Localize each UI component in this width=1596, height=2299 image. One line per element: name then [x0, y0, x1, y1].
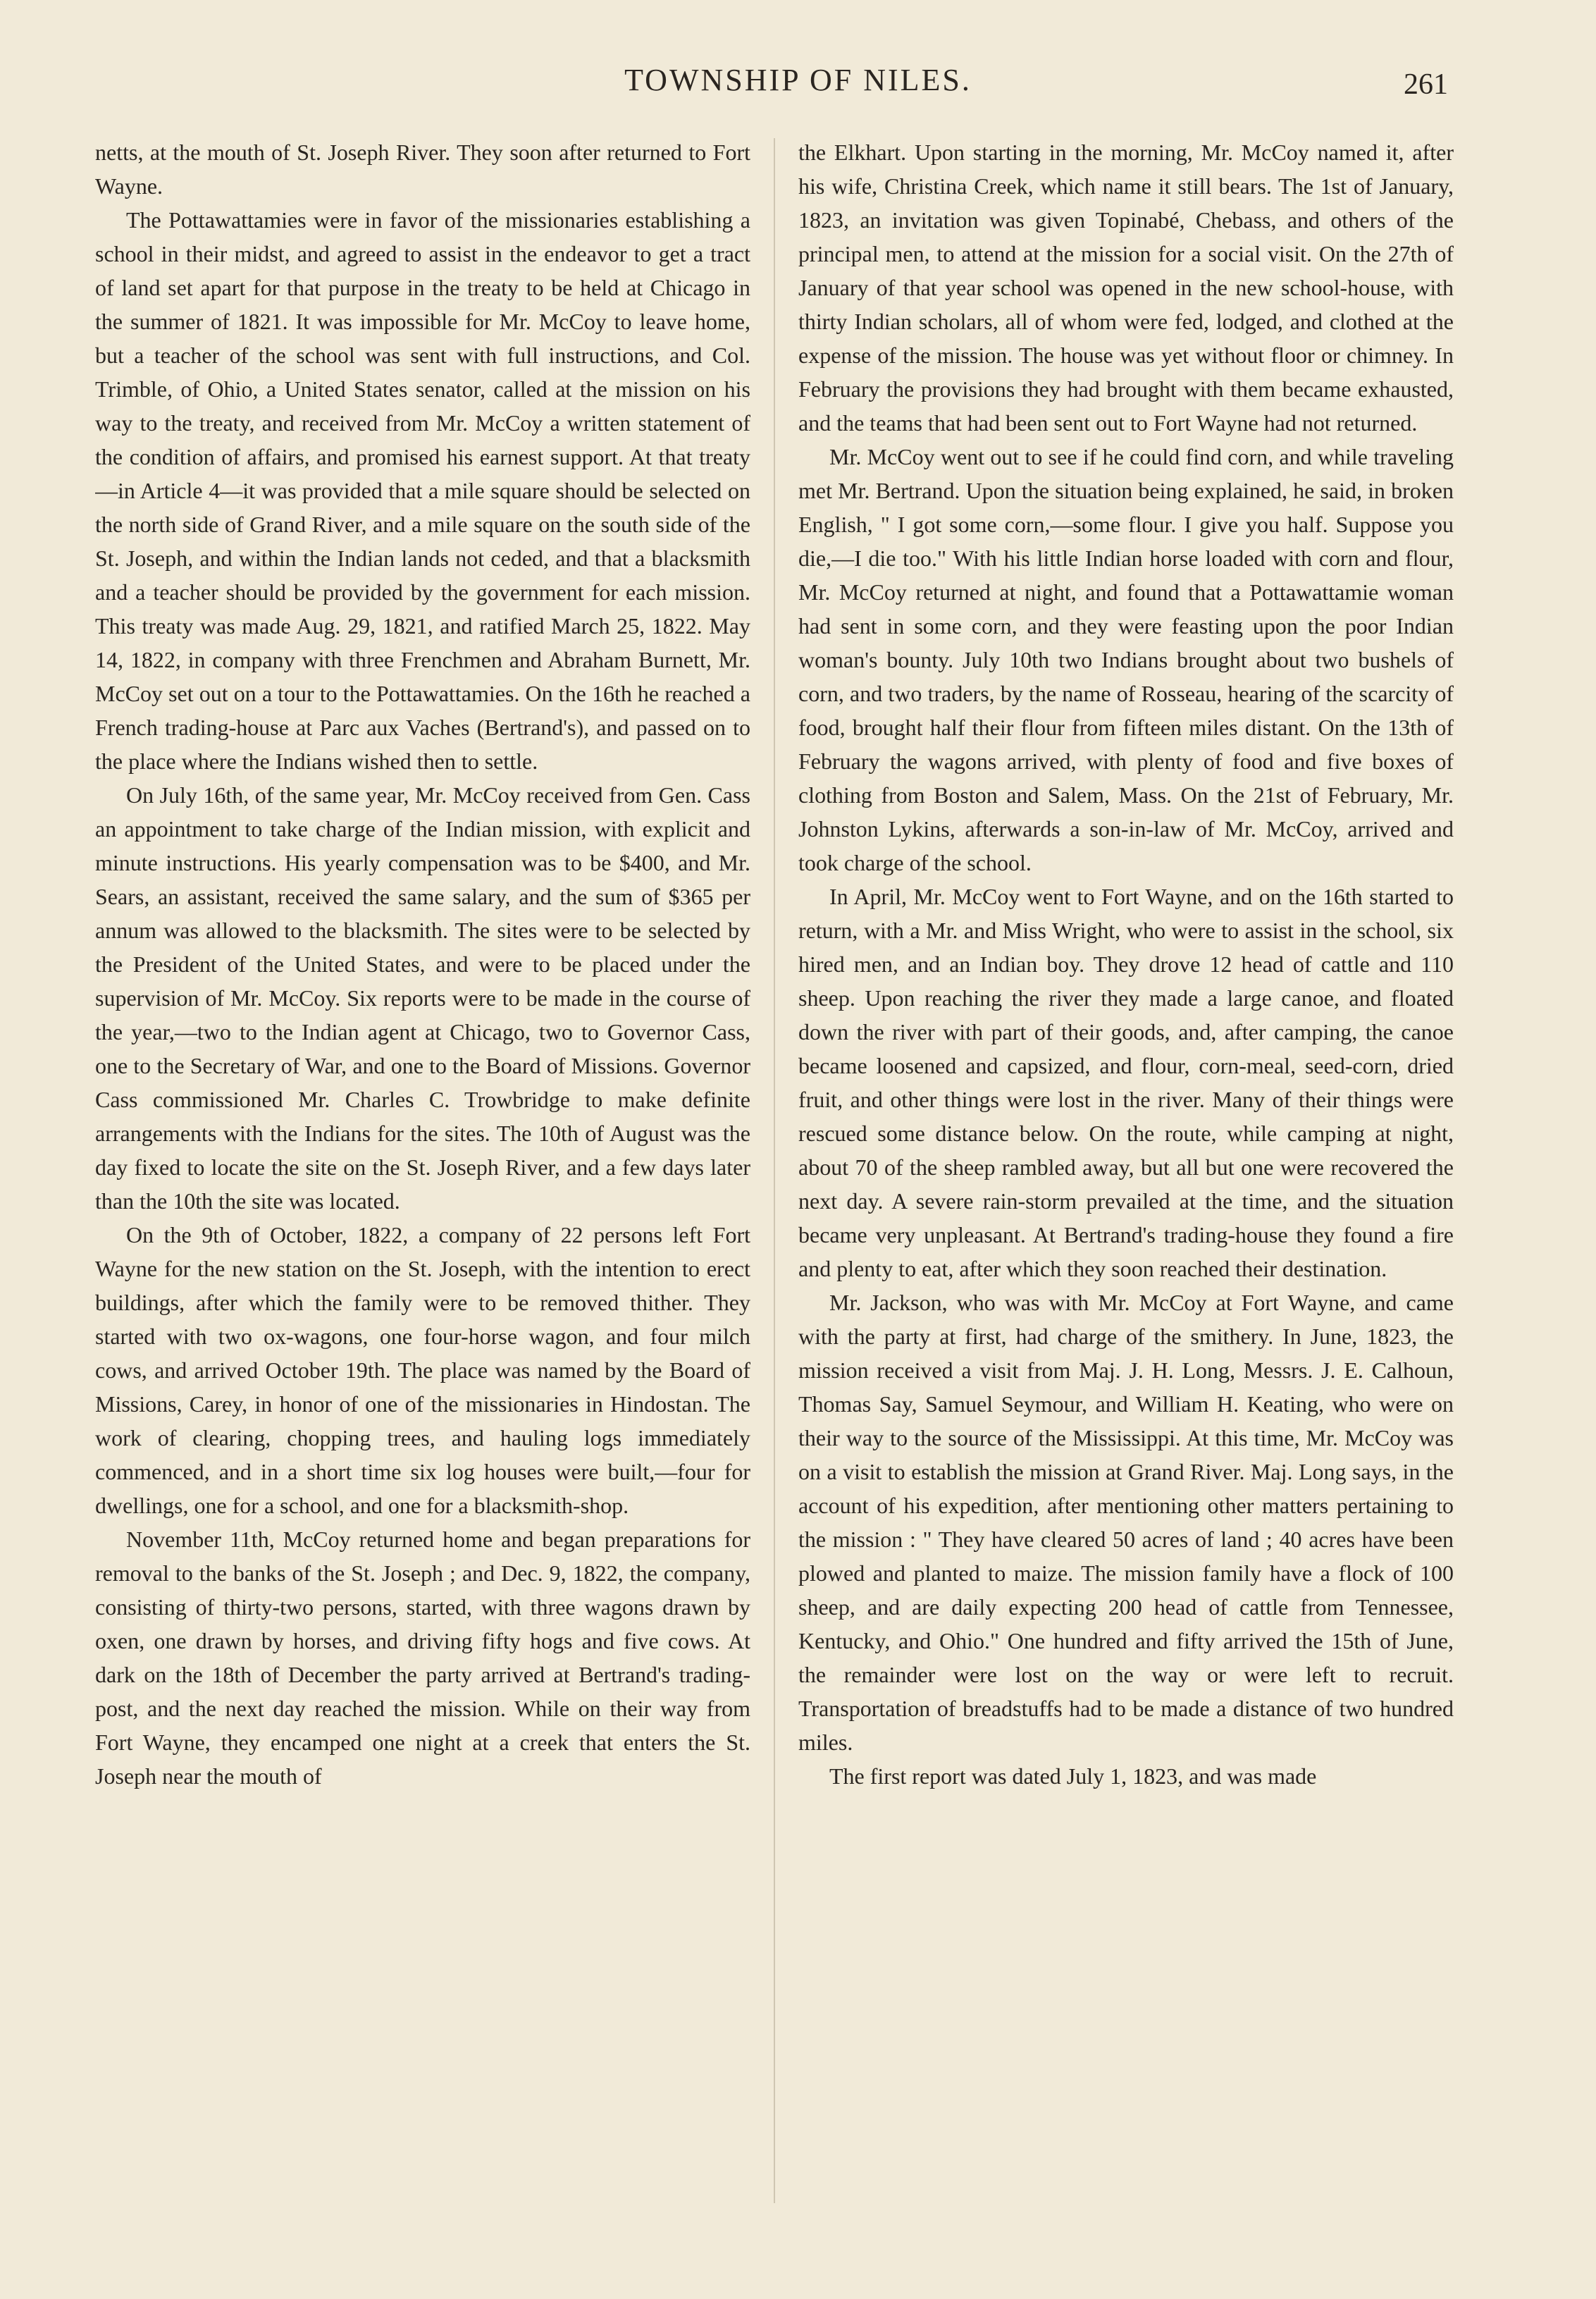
paragraph: On July 16th, of the same year, Mr. McCoy received from Gen. Cass an appointment to take charge of the Indian mission, with explicit and minute instructions. His yearly compensation was to be $400, and Mr. Sears, an assistant, received the same salary, and the sum of $365 per annum was allowed to the blacksmith. The sites were to be selected by the President of the United States, and were to be placed under the supervision of Mr. McCoy. Six reports were to be made in the course of the year,—two to the Indian agent at Chicago, two to Governor Cass, one to the Secretary of War, and one to the Board of Missions. Governor Cass commissioned Mr. Charles C. Trowbridge to make definite arrangements with the Indians for the sites. The 10th of August was the day fixed to locate the site on the St. Joseph River, and a few days later than the 10th the site was located.	[95, 782, 750, 1214]
page-number: 261	[1404, 68, 1448, 101]
right-column	[798, 135, 1454, 2229]
paragraph: netts, at the mouth of St. Joseph River. They soon after returned to Fort Wayne.	[95, 140, 750, 199]
paragraph: The first report was dated July 1, 1823, and was made	[829, 1763, 1317, 1789]
column-divider	[774, 138, 775, 2203]
paragraph: Mr. McCoy went out to see if he could find corn, and while traveling met Mr. Bertrand. Upon the situation being explained, he said, in broken English, " I got some corn,—some flour. I give you half. Suppose you die,—I die too." With his little Indian horse loaded with corn and flour, Mr. McCoy returned at night, and found that a Pottawattamie woman had sent in some corn, and they were feasting upon the poor Indian woman's bounty. July 10th two Indians brought about two bushels of corn, and two traders, by the name of Rosseau, hearing of the scarcity of food, brought half their flour from fifteen miles distant. On the 13th of February the wagons arrived, with plenty of food and five boxes of clothing from Boston and Salem, Mass. On the 21st of February, Mr. Johnston Lykins, afterwards a son-in-law of Mr. McCoy, arrived and took charge of the school.	[798, 444, 1454, 875]
paragraph: The Pottawattamies were in favor of the missionaries establishing a school in their midst, and agreed to assist in the endeavor to get a tract of land set apart for that purpose in the treaty to be held at Chicago in the summer of 1821. It was impossible for Mr. McCoy to leave home, but a teacher of the school was sent with full instructions, and Col. Trimble, of Ohio, a United States senator, called at the mission on his way to the treaty, and received from Mr. McCoy a written statement of the condition of affairs, and promised his earnest support. At that treaty—in Article 4—it was provided that a mile square should be selected on the north side of Grand River, and a mile square on the south side of the St. Joseph, and within the Indian lands not ceded, and that a blacksmith and a teacher should be provided by the government for each mission. This treaty was made Aug. 29, 1821, and ratified March 25, 1822. May 14, 1822, in company with three Frenchmen and Abraham Burnett, Mr. McCoy set out on a tour to the Pottawattamies. On the 16th he reached a French trading-house at Parc aux Vaches (Bertrand's), and passed on to the place where the Indians wished then to settle.	[95, 207, 750, 774]
page-header	[0, 55, 1596, 111]
paragraph: On the 9th of October, 1822, a company of 22 persons left Fort Wayne for the new station on the St. Joseph, with the intention to erect buildings, after which the family were to be removed thither. They started with two ox-wagons, one four-horse wagon, and four milch cows, and arrived October 19th. The place was named by the Board of Missions, Carey, in honor of one of the missionaries in Hindostan. The work of clearing, chopping trees, and hauling logs immediately commenced, and in a short time six log houses were built,—four for dwellings, one for a school, and one for a blacksmith-shop.	[95, 1222, 750, 1518]
left-column	[95, 135, 750, 2229]
paragraph: Mr. Jackson, who was with Mr. McCoy at Fort Wayne, and came with the party at first, had charge of the smithery. In June, 1823, the mission received a visit from Maj. J. H. Long, Messrs. J. E. Calhoun, Thomas Say, Samuel Seymour, and William H. Keating, who were on their way to the source of the Mississippi. At this time, Mr. McCoy was on a visit to establish the mission at Grand River. Maj. Long says, in the account of his expedition, after mentioning other matters pertaining to the mission : " They have cleared 50 acres of land ; 40 acres have been plowed and planted to maize. The mission family have a flock of 100 sheep, and are daily expecting 200 head of cattle from Tennessee, Kentucky, and Ohio." One hundred and fifty arrived the 15th of June, the remainder were lost on the way or were left to recruit. Transportation of breadstuffs had to be made a distance of two hundred miles.	[798, 1290, 1454, 1755]
paragraph: In April, Mr. McCoy went to Fort Wayne, and on the 16th started to return, with a Mr. and Miss Wright, who were to assist in the school, six hired men, and an Indian boy. They drove 12 head of cattle and 110 sheep. Upon reaching the river they made a large canoe, and floated down the river with part of their goods, and, after camping, the canoe became loosened and capsized, and flour, corn-meal, seed-corn, dried fruit, and other things were lost in the river. Many of their things were rescued some distance below. On the route, while camping at night, about 70 of the sheep rambled away, but all but one were recovered the next day. A severe rain-storm prevailed at the time, and the situation became very unpleasant. At Bertrand's trading-house they found a fire and plenty to eat, after which they soon reached their destination.	[798, 884, 1454, 1281]
paragraph: the Elkhart. Upon starting in the morning, Mr. McCoy named it, after his wife, Christina Creek, which name it still bears. The 1st of January, 1823, an invitation was given Topinabé, Chebass, and others of the principal men, to attend at the mission for a social visit. On the 27th of January of that year school was opened in the new school-house, with thirty Indian scholars, all of whom were fed, lodged, and clothed at the expense of the mission. The house was yet without floor or chimney. In February the provisions they had brought with them became exhausted, and the teams that had been sent out to Fort Wayne had not returned.	[798, 140, 1454, 436]
paragraph: November 11th, McCoy returned home and began preparations for removal to the banks of the St. Joseph ; and Dec. 9, 1822, the company, consisting of thirty-two persons, started, with three wagons drawn by oxen, one drawn by horses, and driving fifty hogs and five cows. At dark on the 18th of December the party arrived at Bertrand's trading-post, and the next day reached the mission. While on their way from Fort Wayne, they encamped one night at a creek that enters the St. Joseph near the mouth of	[95, 1527, 750, 1789]
running-title: TOWNSHIP OF NILES.	[624, 63, 972, 97]
